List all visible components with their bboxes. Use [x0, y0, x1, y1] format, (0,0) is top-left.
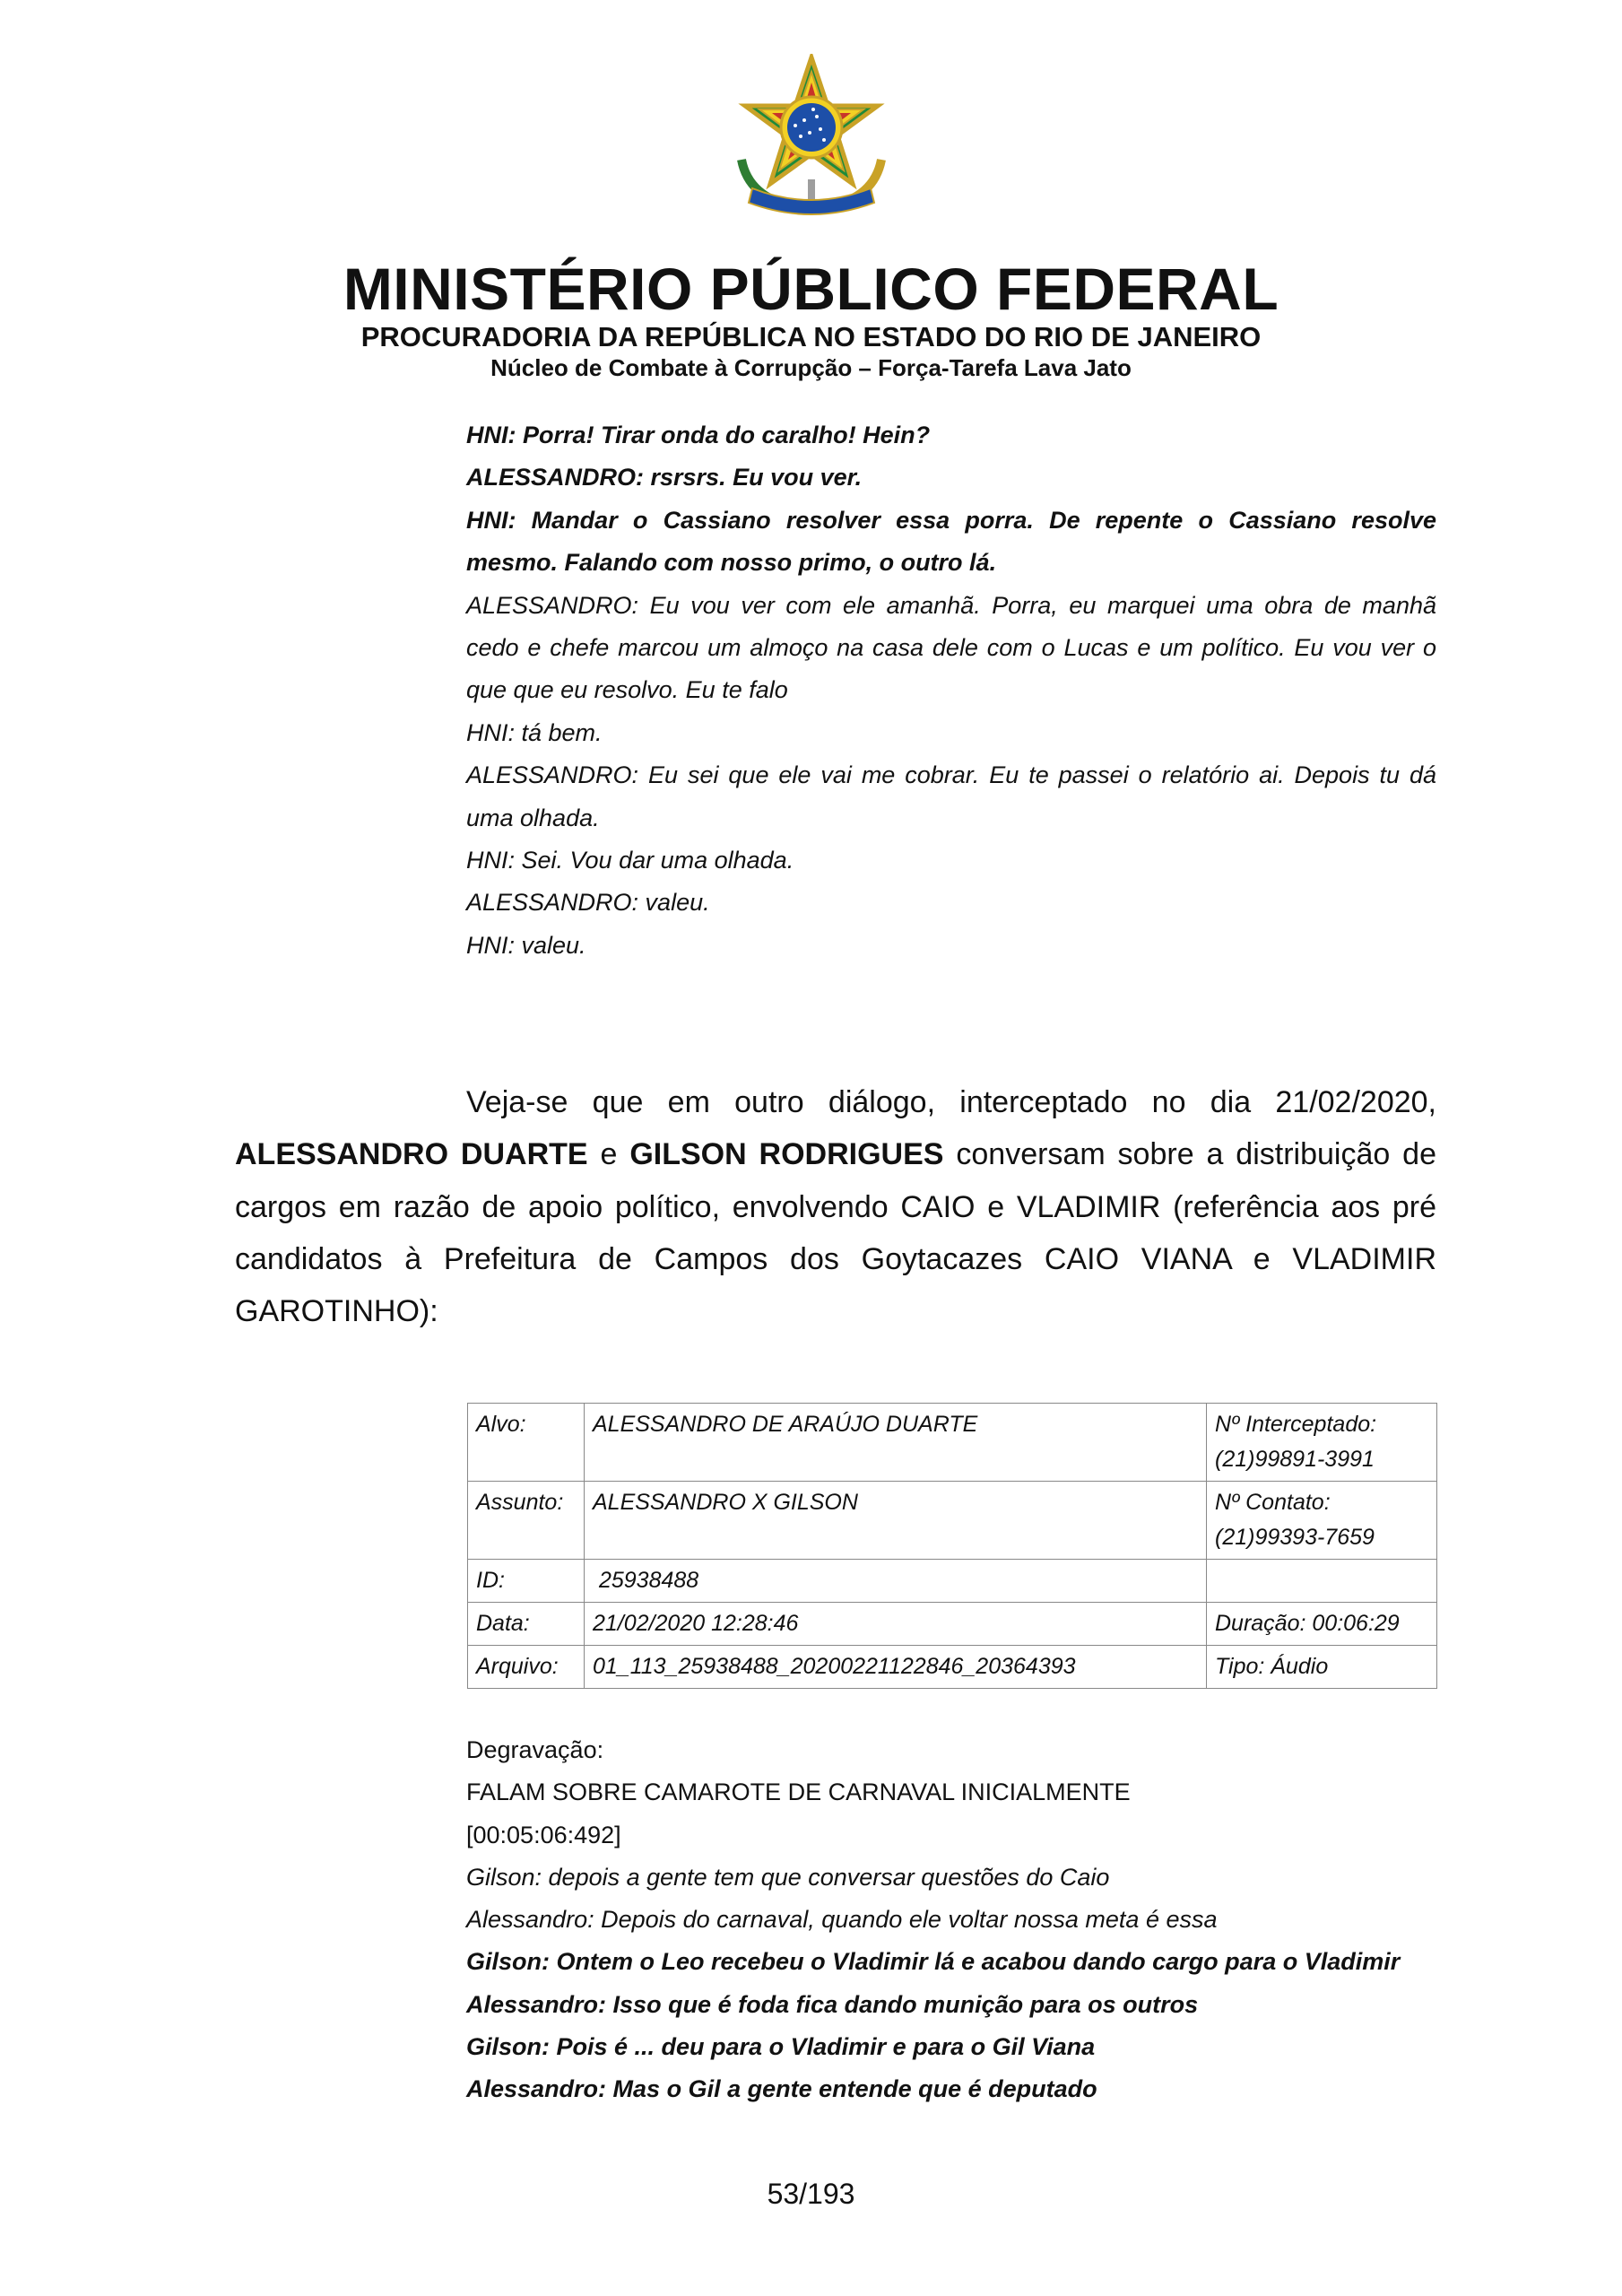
table-row	[468, 1646, 1437, 1689]
person-name: ALESSANDRO DUARTE	[235, 1137, 588, 1172]
transcription-timestamp: [00:05:06:492]	[466, 1821, 621, 1848]
transcript-line: HNI: valeu.	[466, 931, 586, 959]
table-cell: Duração: 00:06:29	[1207, 1603, 1437, 1646]
transcription-line: Gilson: Pois é ... deu para o Vladimir e para o Gil Viana	[466, 2033, 1096, 2061]
paragraph-text: Veja-se que em outro diálogo, interceptado no dia 21/02/2020,	[466, 1085, 1436, 1119]
transcription-heading: Degravação:	[466, 1736, 604, 1763]
transcript-line: ALESSANDRO: Eu sei que ele vai me cobrar. Eu te passei o relatório ai. Depois tu dá uma olhada.	[466, 761, 1436, 831]
table-cell: ID:	[468, 1560, 585, 1603]
institution-title: MINISTÉRIO PÚBLICO FEDERAL	[343, 256, 1279, 322]
transcription-line: Alessandro: Isso que é foda fica dando munição para os outros	[466, 1990, 1199, 2018]
table-row	[468, 1603, 1437, 1646]
transcription-line: Gilson: Ontem o Leo recebeu o Vladimir lá e acabou dando cargo para o Vladimir	[466, 1948, 1401, 1976]
transcript-excerpt	[466, 414, 1436, 967]
paragraph-text: conversam sobre a distribuição de cargos em razão de apoio político, envolvendo CAIO e VLADIMIR (referência aos pré candidatos à Prefeitura de Campos dos Goytacazes CAIO VIANA e VLADIMIR GAROTINHO):	[235, 1137, 1436, 1329]
table-cell: ALESSANDRO DE ARAÚJO DUARTE	[585, 1404, 1207, 1482]
interception-table	[467, 1403, 1437, 1689]
table-row	[468, 1404, 1437, 1482]
transcript-line: HNI: Sei. Vou dar uma olhada.	[466, 847, 794, 874]
cell-value: (21)99891-3991	[1215, 1447, 1375, 1472]
table-cell: 21/02/2020 12:28:46	[585, 1603, 1207, 1646]
transcript-line: ALESSANDRO: rsrsrs. Eu vou ver.	[466, 464, 863, 491]
table-cell	[1207, 1404, 1437, 1482]
transcript-line: HNI: Porra! Tirar onda do caralho! Hein?	[466, 422, 931, 448]
paragraph-text: e	[600, 1137, 618, 1172]
table-cell	[585, 1560, 1207, 1603]
institution-unit: Núcleo de Combate à Corrupção – Força-Tarefa Lava Jato	[490, 354, 1132, 381]
transcription-line: Alessandro: Depois do carnaval, quando ele voltar nossa meta é essa	[466, 1906, 1218, 1934]
table-cell: Alvo:	[468, 1404, 585, 1482]
table-cell	[1207, 1482, 1437, 1560]
transcript-line: HNI: tá bem.	[466, 718, 603, 746]
table-row	[468, 1482, 1437, 1560]
transcription-section	[466, 1729, 1436, 2111]
table-cell: Assunto:	[468, 1482, 585, 1560]
body-paragraph	[235, 1076, 1436, 1337]
transcript-line: ALESSANDRO: valeu.	[466, 889, 710, 917]
transcription-line: Gilson: depois a gente tem que conversar questões do Caio	[466, 1863, 1110, 1891]
cell-label: Nº Interceptado:	[1215, 1412, 1377, 1437]
coat-of-arms-icon	[722, 54, 901, 215]
transcript-line: HNI: Mandar o Cassiano resolver essa porra. De repente o Cassiano resolve mesmo. Falando com nosso primo, o outro lá.	[466, 506, 1436, 577]
transcription-line: Alessandro: Mas o Gil a gente entende que é deputado	[466, 2075, 1097, 2103]
institution-subtitle: PROCURADORIA DA REPÚBLICA NO ESTADO DO RIO DE JANEIRO	[360, 321, 1262, 352]
table-cell: Data:	[468, 1603, 585, 1646]
document-header	[0, 54, 1622, 382]
transcript-line: ALESSANDRO: Eu vou ver com ele amanhã. Porra, eu marquei uma obra de manhã cedo e chefe marcou um almoço na casa dele com o Lucas e um político. Eu vou ver o que que eu resolvo. Eu te falo	[466, 591, 1436, 704]
cell-label: Nº Contato:	[1215, 1490, 1331, 1515]
person-name: GILSON RODRIGUES	[629, 1137, 944, 1172]
table-cell: 01_113_25938488_20200221122846_20364393	[585, 1646, 1207, 1689]
table-cell: Tipo: Áudio	[1207, 1646, 1437, 1689]
table-cell: Arquivo:	[468, 1646, 585, 1689]
cell-value: (21)99393-7659	[1215, 1525, 1375, 1550]
table-row	[468, 1560, 1437, 1603]
table-cell	[1207, 1560, 1437, 1603]
transcription-line: FALAM SOBRE CAMAROTE DE CARNAVAL INICIALMENTE	[466, 1779, 1131, 1806]
table-cell: ALESSANDRO X GILSON	[585, 1482, 1207, 1560]
page-number: 53/193	[767, 2178, 855, 2210]
cell-value: 25938488	[598, 1568, 699, 1593]
